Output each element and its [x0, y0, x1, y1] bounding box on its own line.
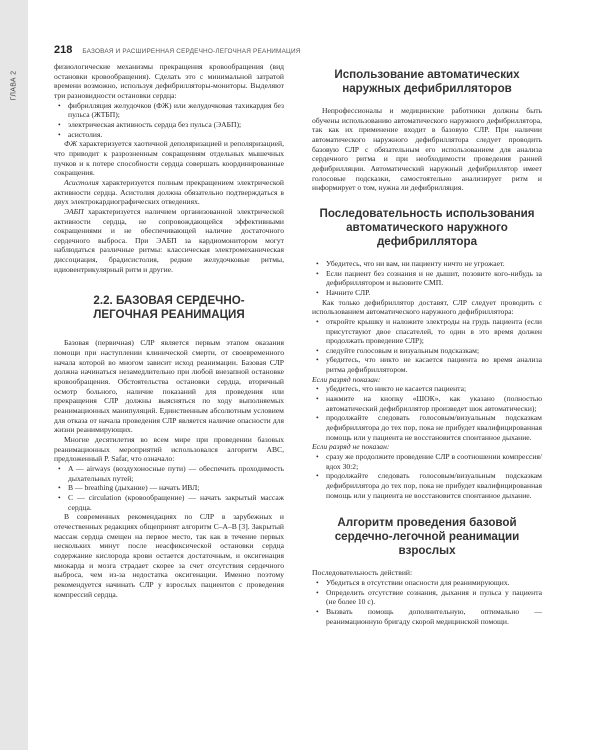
list-item: • откройте крышку и наложите электроды на грудь пациента (если присутствуют двое спасателей, то один в это время должен продолжать проведение СЛР);: [312, 317, 542, 346]
term: ЭАБП: [64, 206, 84, 216]
page-number: 218: [54, 44, 73, 56]
list-item: • C — circulation (кровообращение) — начать закрытый массаж сердца.: [54, 493, 284, 512]
paragraph: В современных рекомендациях по СЛР в зарубежных и отечественных редакциях общепринят алгоритм C–A–B [3]. Закрытый массаж сердца смещен на первое место, так как в течение первых нескольких минут после неасфиксической остановки сердца содержание кислорода крови остается достаточным, и оксигенация миокарда и мозга страдает скорее за счет отсутствия сердечного выброса, чем из-за недостатка оксигенации. Именно поэтому рекомендуется начинать СЛР у взрослых пациентов с проведения компрессий сердца.: [54, 512, 284, 599]
subheading: Если разряд показан:: [312, 374, 381, 384]
list-item: • продолжайте следовать голосовым/визуальным подсказкам дефибриллятора до тех пор, пока не прибудет квалифицированная помощь или у пациента не восстановится спонтанное дыхание.: [312, 471, 542, 500]
shock-advised-list: [312, 384, 542, 442]
list-item: • A — airways (воздухоносные пути) — обеспечить проходимость дыхательных путей;: [54, 464, 284, 483]
subsection-heading: Последовательность использования автоматического наружного дефибриллятора: [319, 206, 535, 248]
steps-list: [312, 259, 542, 298]
list-item: • убедитесь, что никто не касается пациента;: [312, 384, 542, 394]
subsection-heading: Использование автоматических наружных дефибрилляторов: [334, 68, 520, 95]
paragraph: физиологические механизмы прекращения кровообращения (вид остановки кровообращения). Сделать это с минимальной затратой времени возможно, используя дефибрилляторы-мониторы. Выделяют три разновидности остановки сердца:: [54, 62, 284, 100]
subheading: Если разряд не показан:: [312, 442, 390, 452]
running-title: БАЗОВАЯ И РАСШИРЕННАЯ СЕРДЕЧНО-ЛЕГОЧНАЯ РЕАНИМАЦИЯ: [82, 48, 301, 55]
list-item: • B — breathing (дыхание) — начать ИВЛ;: [54, 483, 284, 493]
paragraph: Асистолия характеризуется полным прекращением электрической активности сердца. Асистолия должна обязательно подтверждаться в двух электрокардиографических отведениях.: [54, 177, 284, 207]
algorithm-list: [312, 578, 542, 626]
term: ФЖ: [64, 139, 78, 149]
paragraph: Базовая (первичная) СЛР является первым этапом оказания помощи при наступлении клинической смерти, от своевременного начала которой во многом зависит исход реанимации. Базовая СЛР должна начинаться незамедлительно при любой внезапной остановке кровообращения. Обстоятельства остановки сердца, вторичный осмотр больного, наличие показаний для проведения или прекращения СЛР должны выясняться по ходу выполняемых реанимационных манипуляций. Единственным абсолютным условием для отказа от начала проведения СЛР является наличие опасности для жизни реанимирующих.: [54, 338, 284, 435]
list-item: • фибрилляция желудочков (ФЖ) или желудочковая тахикардия без пульса (ЖТБП);: [54, 101, 284, 120]
list-item: • Убедитесь, что ни вам, ни пациенту ничто не угрожает.: [312, 259, 542, 269]
paragraph: Непрофессионалы и медицинские работники должны быть обучены использованию автоматического наружного дефибриллятора, так как их применение входит в базовую СЛР. При наличии автоматического наружного дефибриллятора следует проводить базовую СЛР с обязательным его использованием для анализа сердечного ритма и при необходимости проведения ранней дефибрилляции. Автоматический наружный дефибриллятор имеет голосовые подсказки, самостоятельно анализирует ритм и информирует о том, нужна ли дефибрилляция.: [312, 106, 542, 193]
term: Асистолия: [64, 177, 99, 187]
paragraph: Как только дефибриллятор доставят, СЛР следует проводить с использованием автоматического наружного дефибриллятора:: [312, 297, 542, 317]
list-item: • асистолия.: [54, 130, 284, 140]
list-item: • Вызвать помощь дополнительную, оптимально — реанимационную бригаду скорой медицинской помощи.: [312, 607, 542, 626]
list-item: • Определить отсутствие сознания, дыхания и пульса у пациента (не более 10 с).: [312, 588, 542, 607]
list-item: • Убедиться в отсутствии опасности для реанимирующих.: [312, 578, 542, 588]
paragraph: ЭАБП характеризуется наличием организованной электрической активности сердца, не сопровождающейся эффективными сокращениями и не обеспечивающей наличие достаточного сердечного выброса. При ЭАБП за кардиомонитором могут наблюдаться различные ритмы: классическая электромеханическая диссоциация, брадисистолия, редкие желудочковые ритмы, идиовентрикулярный ритм и другие.: [54, 206, 284, 274]
stop-types-list: [54, 101, 284, 140]
abc-list: [54, 464, 284, 512]
chapter-label: ГЛАВА 2: [10, 70, 18, 100]
paragraph: ФЖ характеризуется хаотичной деполяризацией и реполяризацией, что приводит к разрозненным сокращениям отдельных мышечных пучков и к потере способности сердца совершать координированные сокращения.: [54, 139, 284, 178]
list-item: • следуйте голосовым и визуальным подсказкам;: [312, 346, 542, 356]
aed-steps-list: [312, 317, 542, 375]
paragraph: Последовательность действий:: [312, 568, 413, 578]
list-item: • электрическая активность сердца без пульса (ЭАБП);: [54, 120, 284, 130]
no-shock-list: [312, 452, 542, 500]
left-column: [54, 62, 284, 599]
list-item: • нажмите на кнопку «ШОК», как указано (полностью автоматический дефибриллятор произведет шок автоматически);: [312, 394, 542, 413]
list-item: • сразу же продолжите проведение СЛР в соотношении компрессия/вдох 30:2;: [312, 452, 542, 471]
list-item: • продолжайте следовать голосовым/визуальным подсказкам дефибриллятора до тех пор, пока не прибудет квалифицированная помощь или у пациента не восстановится спонтанное дыхание.: [312, 413, 542, 442]
list-item: • убедитесь, что никто не касается пациента во время анализа ритма дефибриллятором.: [312, 355, 542, 374]
section-heading: 2.2. БАЗОВАЯ СЕРДЕЧНО-ЛЕГОЧНАЯ РЕАНИМАЦИЯ: [93, 294, 245, 322]
subsection-heading: Алгоритм проведения базовой сердечно-легочной реанимации взрослых: [334, 516, 520, 558]
paragraph: Многие десятилетия во всем мире при проведении базовых реанимационных мероприятий использовался алгоритм ABC, предложенный P. Safar, что означало:: [54, 435, 284, 464]
list-item: • Начните СЛР.: [312, 288, 542, 298]
list-item: • Если пациент без сознания и не дышит, позовите кого-нибудь за дефибриллятором и вызовите СМП.: [312, 269, 542, 288]
right-column: [312, 62, 542, 626]
page-header: [54, 44, 554, 56]
